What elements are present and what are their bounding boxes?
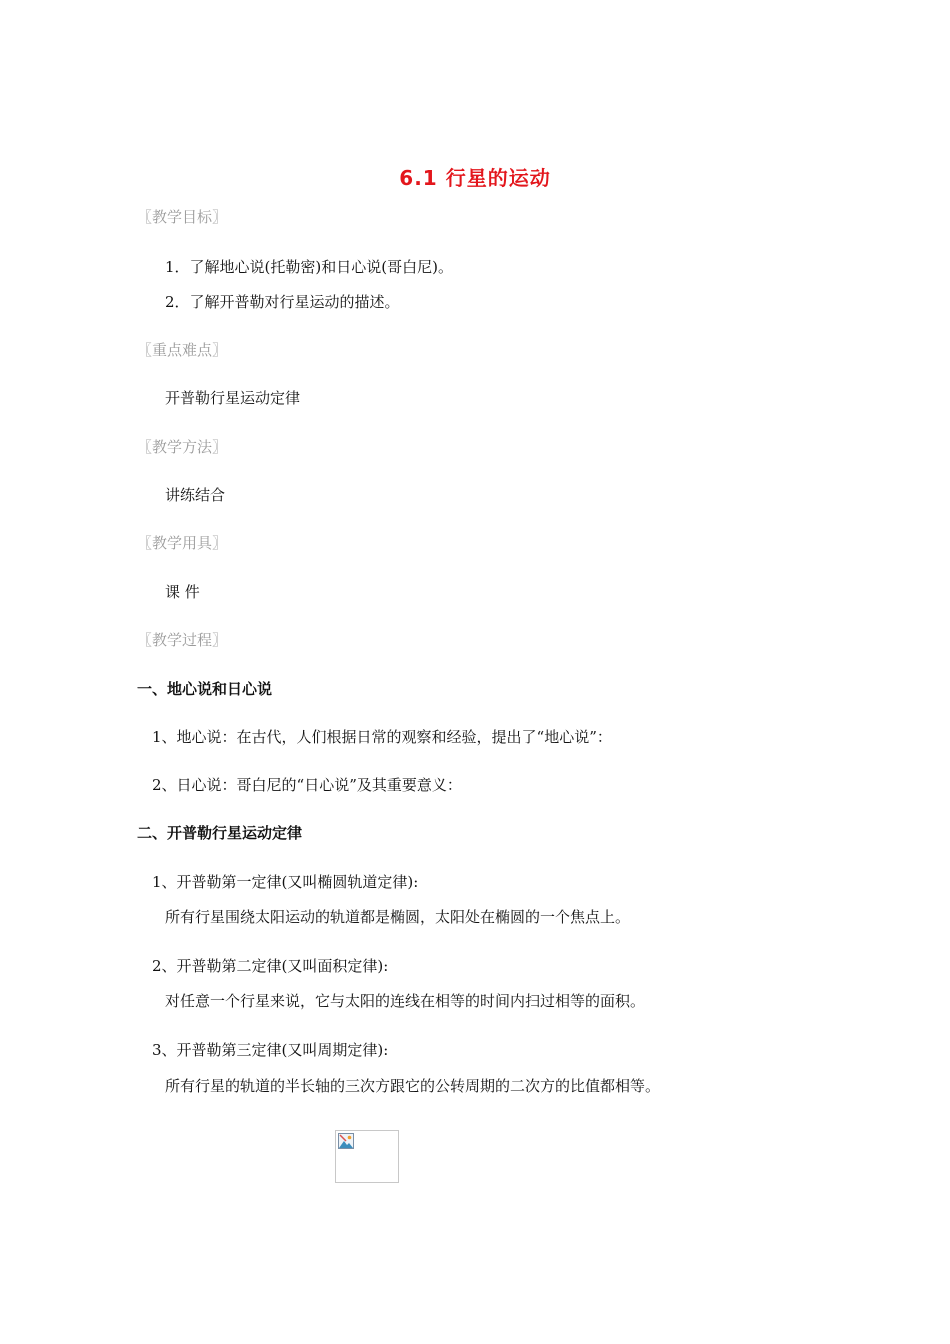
method-text: 讲练结合: [165, 486, 226, 504]
part1-heading: 一、地心说和日心说: [137, 680, 273, 698]
objectives-tag: 〖教学目标〗: [137, 208, 228, 226]
part1-item: 1、地心说：在古代，人们根据日常的观察和经验，提出了“地心说”：: [152, 728, 612, 746]
part1-item: 2、日心说：哥白尼的“日心说”及其重要意义：: [152, 776, 462, 794]
key-points-text: 开普勒行星运动定律: [165, 389, 301, 407]
objective-item: 1．了解地心说(托勒密)和日心说(哥白尼)。: [165, 258, 453, 276]
tools-tag: 〖教学用具〗: [137, 534, 228, 552]
key-points-tag: 〖重点难点〗: [137, 341, 228, 359]
image-placeholder: [335, 1130, 399, 1183]
law-body: 所有行星的轨道的半长轴的三次方跟它的公转周期的二次方的比值都相等。: [165, 1077, 661, 1095]
law-title: 3、开普勒第三定律(又叫周期定律):: [152, 1041, 389, 1059]
broken-image-icon: [338, 1133, 354, 1149]
objective-item: 2．了解开普勒对行星运动的描述。: [165, 293, 400, 311]
part2-heading: 二、开普勒行星运动定律: [137, 824, 303, 842]
page-title: 6.1 行星的运动: [399, 166, 551, 190]
law-body: 所有行星围绕太阳运动的轨道都是椭圆，太阳处在椭圆的一个焦点上。: [165, 908, 631, 926]
law-title: 1、开普勒第一定律(又叫椭圆轨道定律):: [152, 873, 419, 891]
tools-text: 课 件: [165, 583, 200, 601]
process-tag: 〖教学过程〗: [137, 631, 228, 649]
method-tag: 〖教学方法〗: [137, 438, 228, 456]
law-body: 对任意一个行星来说，它与太阳的连线在相等的时间内扫过相等的面积。: [165, 992, 646, 1010]
law-title: 2、开普勒第二定律(又叫面积定律):: [152, 957, 389, 975]
